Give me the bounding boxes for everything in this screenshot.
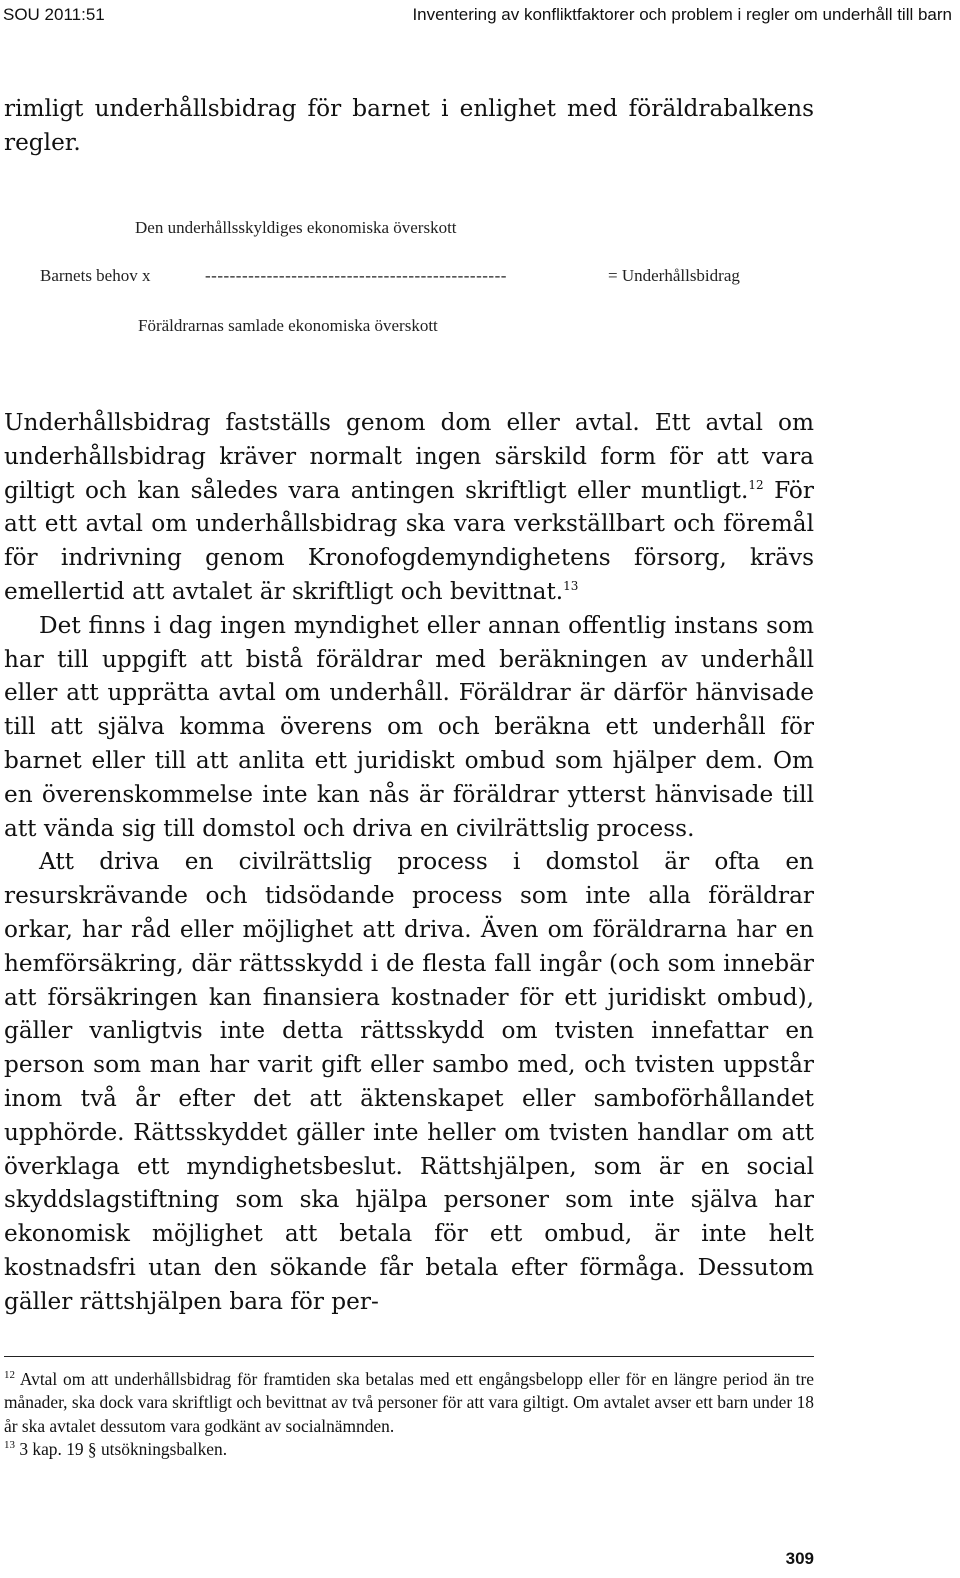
footnote-13: [4, 1438, 814, 1461]
paragraph-1-part-a: Underhållsbidrag fastställs genom dom eller avtal. Ett avtal om underhållsbidrag kräver normalt ingen särskild form för att vara giltigt och kan således vara antingen skriftligt eller muntligt.: [4, 409, 814, 504]
paragraph-2: Det finns i dag ingen myndighet eller annan offentlig instans som har till uppgift att bistå föräldrar med beräkningen av underhåll eller att upprätta avtal om underhåll. Föräldrar är därför hänvisade till att själva komma överens om och beräkna ett underhåll för barnet eller till att anlita ett juridiskt ombud som hjälper dem. Om en överenskommelse inte kan nås är föräldrar ytterst hänvisade till att vända sig till domstol och driva en civilrättslig process.: [4, 611, 814, 842]
footnote-ref-12[interactable]: 12: [748, 477, 764, 492]
chapter-title: Inventering av konfliktfaktorer och problem i regler om underhåll till barn: [412, 5, 952, 24]
page-number: 309: [785, 1549, 814, 1568]
report-id: SOU 2011:51: [3, 5, 105, 24]
page-header: [0, 0, 960, 30]
footnote-ref-13[interactable]: 13: [563, 578, 579, 593]
paragraph-3: Att driva en civilrättslig process i domstol är ofta en resurskrävande och tidsödande process som inte alla föräldrar orkar, har råd eller möjlighet att driva. Även om föräldrarna har en hemförsäkring, där rättsskydd i de flesta fall ingår (och som innebär att försäkringen kan finansiera kostnader för ett juridiskt ombud), gäller vanligtvis inte detta rättsskydd om tvisten innefattar en person som man har varit gift eller sambo med, och tvisten uppstår inom två år efter det att äktenskapet eller samboförhållandet upphörde. Rättsskyddet gäller inte heller om tvisten handlar om att överklaga ett myndighetsbeslut. Rättshjälpen, som är en social skyddslagstiftning som ska hjälpa personer som inte själva har ekonomisk möjlighet att betala för ett ombud, är inte helt kostnadsfri utan den sökande får betala efter förmåga. Dessutom gäller rättshjälpen bara för per-: [4, 848, 814, 1315]
intro-paragraph: rimligt underhållsbidrag för barnet i enlighet med föräldrabalkens regler.: [4, 95, 814, 156]
paragraph-1-part-b: För att ett avtal om underhållsbidrag ska vara verkställbart och föremål för indrivning genom Kronofogdemyndighetens försorg, krävs emellertid att avtalet är skriftligt och bevittnat.: [4, 476, 814, 605]
footnotes: [4, 1368, 814, 1461]
footnote-text: Avtal om att underhållsbidrag för framtiden ska betalas med ett engångsbelopp eller för en längre period än tre månader, ska dock vara skriftligt och bevittnat av två personer för att vara giltigt. Om avtalet avser ett barn under 18 år ska avtalet dessutom vara godkänt av socialnämnden.: [4, 1369, 814, 1436]
paragraph-1: [4, 406, 814, 609]
footnote-number: 12: [4, 1369, 15, 1381]
formula-fraction-line: -------------------------------------------------: [205, 266, 507, 285]
footnote-12: [4, 1368, 814, 1438]
body-text: [4, 406, 814, 1319]
formula-denominator: Föräldrarnas samlade ekonomiska överskott: [138, 316, 438, 335]
formula-left-term: Barnets behov x: [40, 266, 151, 285]
footnote-divider: [4, 1356, 814, 1357]
footnote-number: 13: [4, 1438, 15, 1451]
formula-result: = Underhållsbidrag: [608, 266, 740, 285]
footnote-text: 3 kap. 19 § utsökningsbalken.: [15, 1438, 228, 1459]
formula-numerator: Den underhållsskyldiges ekonomiska överskott: [135, 218, 457, 237]
